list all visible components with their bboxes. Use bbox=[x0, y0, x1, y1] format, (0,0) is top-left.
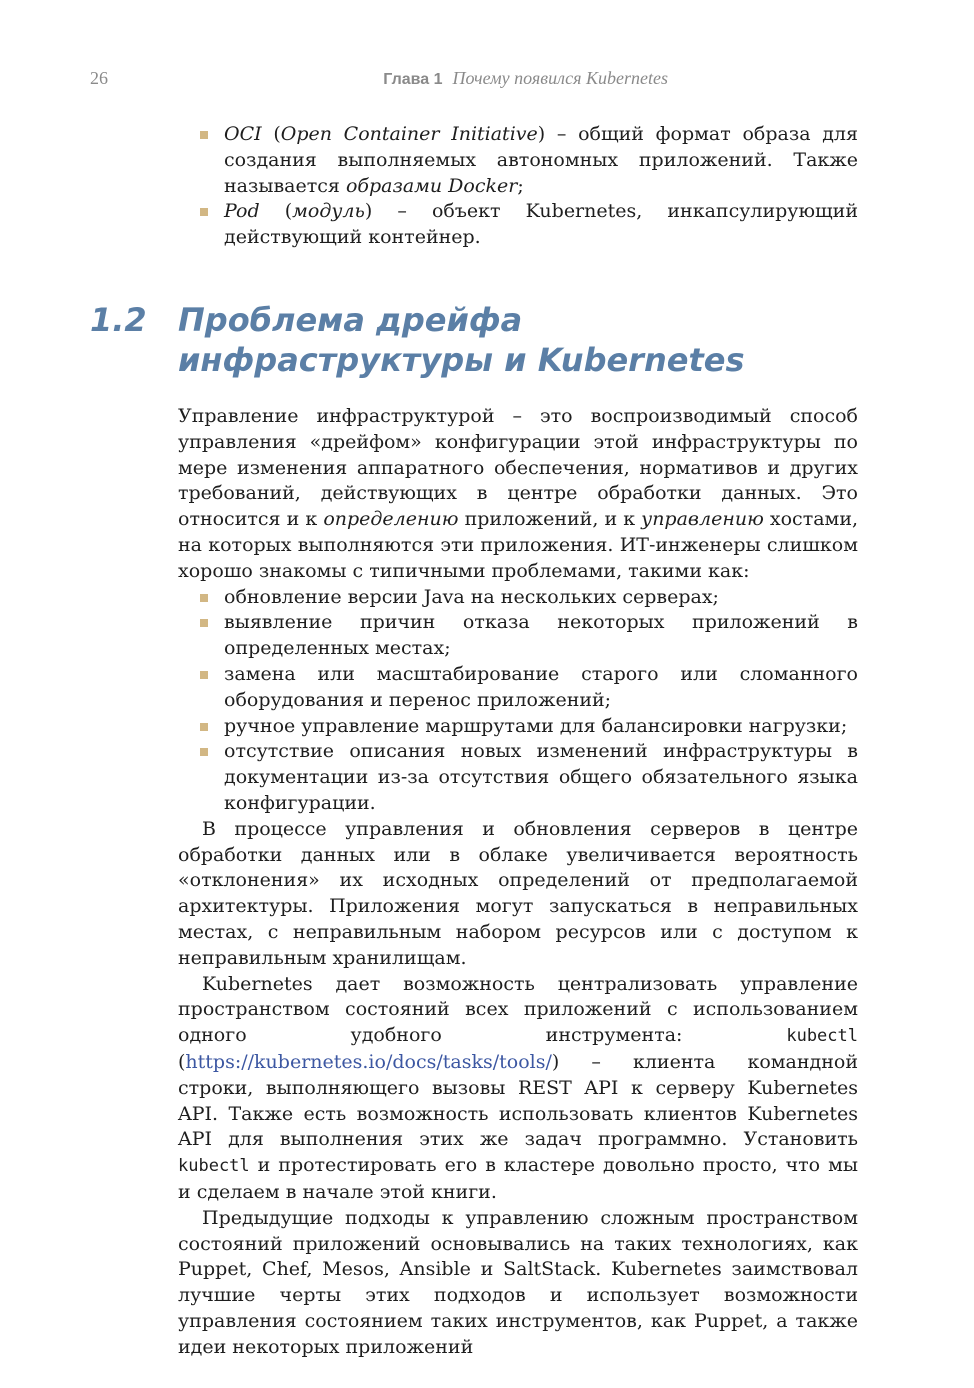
chapter-label: Глава 1 bbox=[383, 71, 443, 88]
term-definition-end: ; bbox=[517, 174, 524, 197]
paragraph-previous-approaches: Предыдущие подходы к управлению сложным пространством состояний приложений основывались на таких технологиях, как Puppet, Chef, Mesos, Ansible и SaltStack. Kubernetes заимствовал лучшие черты этих подходов и использует возможности управления состоянием таких инструментов, как Puppet, а также идеи некоторых приложений bbox=[178, 1206, 858, 1358]
square-bullet-icon bbox=[200, 594, 208, 602]
term-alias: образами Docker bbox=[345, 174, 518, 197]
square-bullet-icon bbox=[200, 208, 208, 216]
term: OCI bbox=[224, 123, 262, 145]
section-number: 1.2 bbox=[90, 301, 147, 339]
list-item-text: замена или масштабирование старого или сломанного оборудования и перенос приложений; bbox=[224, 662, 858, 711]
paragraph-kubernetes bbox=[178, 972, 858, 1206]
list-item: Pod (модуль) – объект Kubernetes, инкапсулирующий действующий контейнер. bbox=[178, 199, 858, 251]
list-item bbox=[178, 610, 858, 662]
kubectl-tools-link[interactable]: https://kubernetes.io/docs/tasks/tools/ bbox=[185, 1050, 552, 1073]
term-expansion: Open Container Initiative bbox=[280, 123, 538, 145]
text-run: ) – клиента командной строки, выполняющего вызовы REST API к серверу Kubernetes API. Также есть возможность использовать клиентов Kubernetes API для выполнения этих же задач программно. Установить bbox=[178, 1050, 858, 1151]
paragraph-drift: В процессе управления и обновления серверов в центре обработки данных или в облаке увеличивается вероятность «отклонения» их исходных определений от предполагаемой архитектуры. Приложения могут запускаться в неправильных местах, с неправильным набором ресурсов или с доступом к неправильным хранилищам. bbox=[178, 817, 858, 969]
list-item bbox=[178, 662, 858, 714]
list-item-text: выявление причин отказа некоторых приложений в определенных местах; bbox=[224, 611, 858, 660]
paragraph-intro bbox=[178, 404, 858, 585]
term-definition: – объект Kubernetes, инкапсулирующий действующий контейнер. bbox=[224, 200, 859, 249]
square-bullet-icon bbox=[200, 748, 208, 756]
emphasis: управлению bbox=[641, 508, 764, 531]
list-item-text: ручное управление маршрутами для балансировки нагрузки; bbox=[224, 714, 848, 737]
square-bullet-icon bbox=[200, 131, 208, 139]
text-run: и протестировать его в кластере довольно просто, что мы и сделаем в начале этой книги. bbox=[178, 1154, 858, 1203]
running-header bbox=[90, 68, 668, 94]
list-item-text: отсутствие описания новых изменений инфраструктуры в документации из-за отсутствия общего обязательного языка конфигурации. bbox=[224, 740, 858, 814]
term: Pod bbox=[224, 200, 260, 223]
text-run: приложений, и к bbox=[458, 508, 642, 531]
list-item bbox=[178, 585, 858, 611]
square-bullet-icon bbox=[200, 671, 208, 679]
section-title: Проблема дрейфа инфраструктуры и Kubernetes bbox=[178, 301, 745, 379]
top-term-list bbox=[178, 122, 858, 251]
square-bullet-icon bbox=[200, 619, 208, 627]
chapter-title: Почему появился Kubernetes bbox=[452, 68, 668, 88]
list-item-text: обновление версии Java на нескольких серверах; bbox=[224, 585, 719, 608]
section-body bbox=[178, 404, 858, 1360]
text-run: Kubernetes дает возможность централизовать управление пространством состояний всех приложений с использованием одного удобного инструмента: bbox=[178, 972, 858, 1047]
list-item bbox=[178, 739, 858, 816]
code-kubectl: kubectl bbox=[178, 1156, 250, 1177]
top-list-block bbox=[178, 122, 858, 251]
emphasis: определению bbox=[323, 508, 459, 531]
term-definition: – общий формат образа для создания выполняемых автономных приложений. Также называется bbox=[224, 123, 858, 197]
list-item bbox=[178, 714, 858, 740]
code-kubectl: kubectl bbox=[786, 1026, 858, 1047]
text-run: хостами, на которых выполняются эти приложения. ИТ-инженеры слишком хорошо знакомы с типичными проблемами, такими как: bbox=[178, 508, 859, 582]
text-run: ( bbox=[178, 1050, 186, 1073]
square-bullet-icon bbox=[200, 723, 208, 731]
text-run: Управление инфраструктурой – это воспроизводимый способ управления «дрейфом» конфигурации этой инфраструктуры по мере изменения аппаратного обеспечения, нормативов и других требований, действующих в центре обработки данных. Это относится и к bbox=[178, 405, 858, 531]
page-number: 26 bbox=[90, 68, 108, 88]
list-item: OCI (Open Container Initiative) – общий формат образа для создания выполняемых автономных приложений. Также называется образами Docker; bbox=[178, 122, 858, 199]
chapter-reference bbox=[383, 68, 668, 89]
problem-list bbox=[178, 585, 858, 817]
term-expansion: модуль bbox=[292, 200, 365, 223]
